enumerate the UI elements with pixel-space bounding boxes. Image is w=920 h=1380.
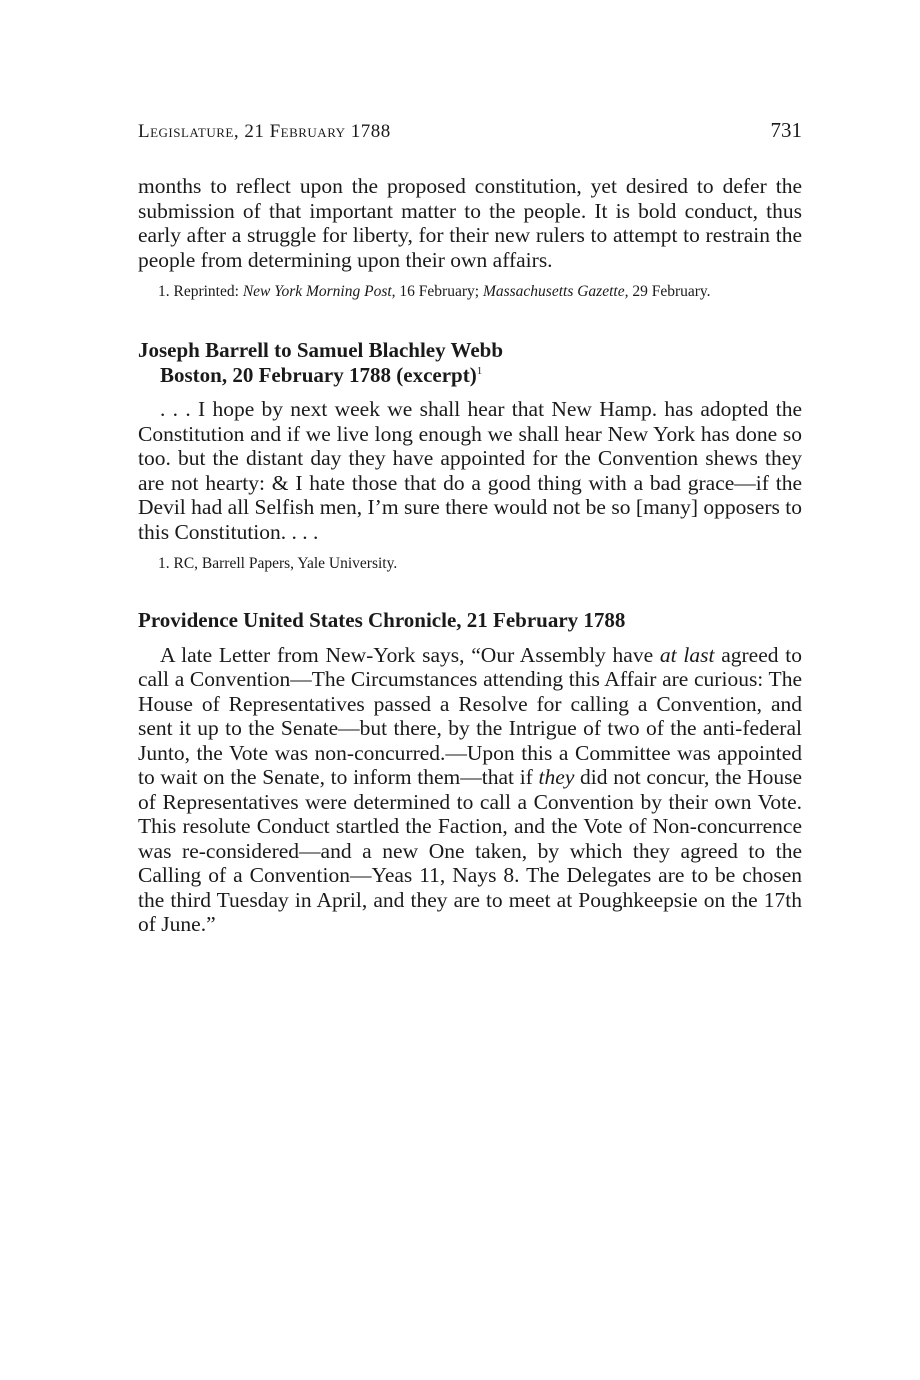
barrell-heading-date: Boston, 20 February 1788 (excerpt) bbox=[160, 362, 477, 387]
barrell-heading-line2 bbox=[138, 363, 802, 388]
barrell-heading bbox=[138, 338, 802, 387]
running-head-title: Legislature, 21 February 1788 bbox=[138, 121, 391, 142]
barrell-footnote-mark: 1 bbox=[476, 364, 483, 377]
running-head bbox=[138, 118, 802, 148]
barrell-heading-line1: Joseph Barrell to Samuel Blachley Webb bbox=[138, 338, 503, 362]
chronicle-heading: Providence United States Chronicle, 21 February 1788 bbox=[138, 608, 626, 632]
barrell-footnote: 1. RC, Barrell Papers, Yale University. bbox=[158, 555, 398, 572]
opening-footnote-source1: New York Morning Post, bbox=[242, 283, 396, 300]
page-number: 731 bbox=[770, 118, 802, 142]
chronicle-italic-2: they bbox=[538, 765, 575, 789]
chronicle-paragraph bbox=[138, 643, 802, 937]
opening-footnote bbox=[158, 282, 802, 302]
opening-section bbox=[138, 174, 802, 302]
opening-paragraph: months to reflect upon the proposed constitution, yet desired to defer the submission of that important matter to the people. It is bold conduct, thus early after a struggle for liberty, for their new rulers to attempt to restrain the people from determining upon their own affairs. bbox=[138, 174, 802, 272]
opening-footnote-mid: 16 February; bbox=[395, 283, 483, 300]
document-page bbox=[138, 118, 802, 937]
chronicle-italic-1: at last bbox=[659, 642, 715, 667]
chronicle-text-2: agreed to call a Convention—The Circumstances attending this Affair are curious: The House of Representatives passed a Resolve for calling a Convention, and sent it up to the Senate—but there, by the Intrigue of two of the anti-federal Junto, the Vote was non-concurred.—Upon this a Committee was appointed to wait on the Senate, to inform them—that if bbox=[138, 642, 803, 789]
opening-footnote-prefix: 1. Reprinted: bbox=[158, 283, 243, 300]
opening-footnote-source2: Massachusetts Gazette, bbox=[482, 283, 629, 300]
chronicle-section bbox=[138, 608, 802, 937]
chronicle-text-1: A late Letter from New-York says, “Our Assembly have bbox=[160, 642, 660, 667]
barrell-letter-section bbox=[138, 338, 802, 574]
chronicle-text-3: did not concur, the House of Representatives were determined to call a Convention by their own Vote. This resolute Conduct startled the Faction, and the Vote of Non-concurrence was re-considered—and a new One taken, by which they agreed to the Calling of a Convention—Yeas 11, Nays 8. The Delegates are to be chosen the third Tuesday in April, and they are to meet at Poughkeepsie on the 17th of June.” bbox=[138, 765, 802, 936]
barrell-paragraph: . . . I hope by next week we shall hear that New Hamp. has adopted the Constitution and if we live long enough we shall hear New York has done so too. but the distant day they have appointed for the Convention shews they are not hearty: & I hate those that do a good thing with a bad grace—if the Devil had all Selfish men, I’m sure there would not be so [many] opposers to this Constitution. . . . bbox=[138, 397, 802, 544]
opening-footnote-end: 29 February. bbox=[628, 283, 711, 300]
